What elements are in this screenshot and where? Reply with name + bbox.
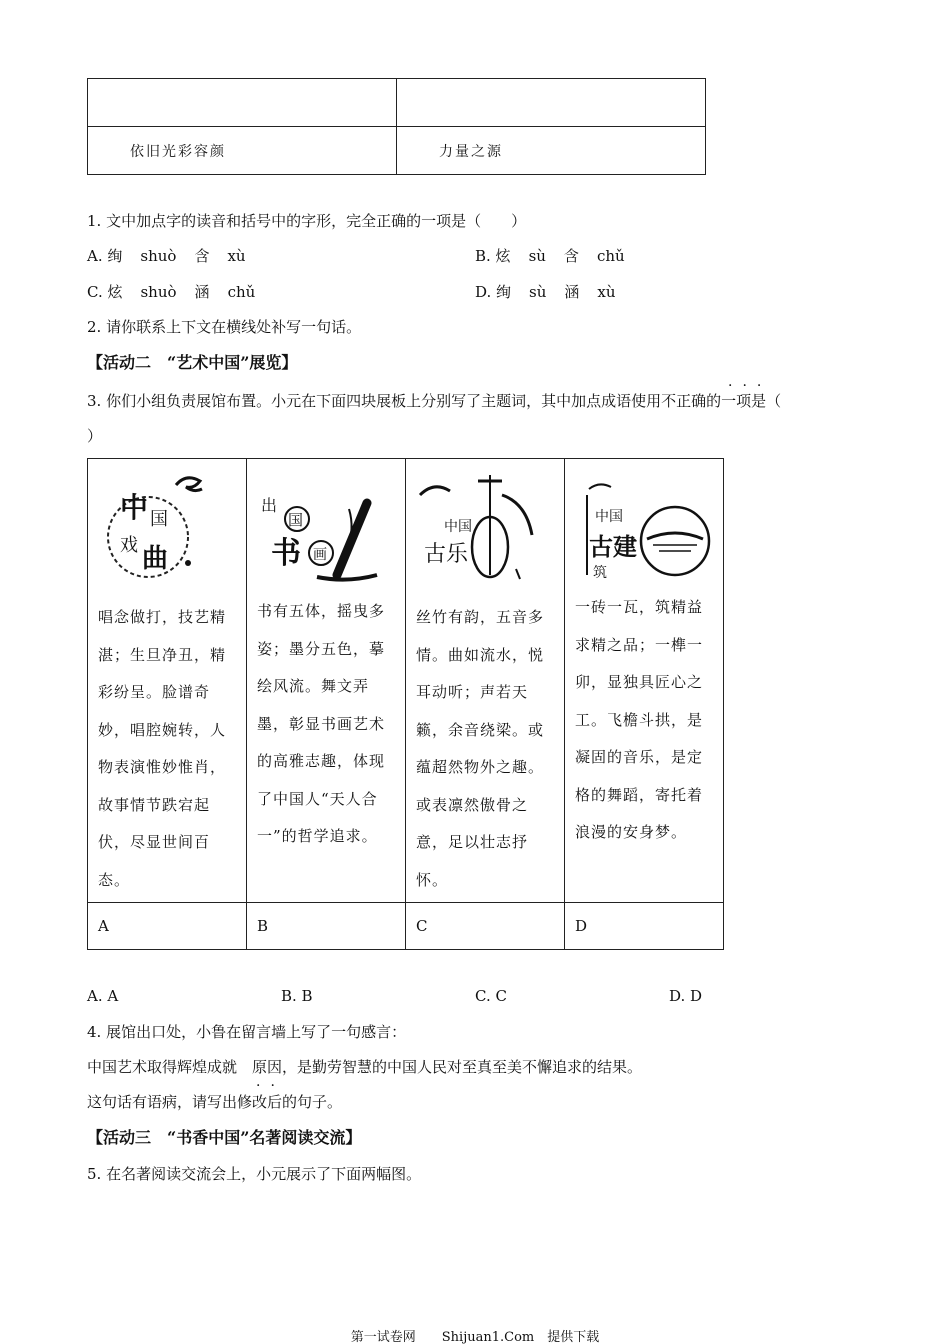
question-2-stem: 2. 请你联系上下文在横线处补写一句话。 xyxy=(87,318,362,336)
svg-text:出: 出 xyxy=(261,496,278,515)
svg-text:中国: 中国 xyxy=(595,509,623,525)
q1-option-b[interactable] xyxy=(475,245,643,267)
top-table-cell xyxy=(88,79,397,127)
emphasis-dots: ··· xyxy=(728,378,772,394)
svg-text:古建: 古建 xyxy=(589,532,637,561)
question-4-stem: 4. 展馆出口处，小鲁在留言墙上写了一句感言： xyxy=(87,1023,407,1041)
q3-option-c[interactable]: C. C xyxy=(475,987,507,1005)
question-3-stem xyxy=(87,390,781,412)
top-table-cell xyxy=(397,79,706,127)
q4-ask-b: 后的句子。 xyxy=(267,1093,343,1111)
q3-stem-dotted: 不正确 xyxy=(661,392,707,410)
q3-option-b[interactable]: B. B xyxy=(281,987,313,1005)
calligraphy-art-icon xyxy=(257,465,395,593)
panel-b-text: 书有五体，摇曳多姿；墨分五色，摹绘风流。舞文弄墨，彰显书画艺术的高雅志趣，体现了中国人“天人合一”的哲学追求。 xyxy=(257,602,386,845)
q4-sentence: 中国艺术取得辉煌成就 原因，是勤劳智慧的中国人民对至真至美不懈追求的结果。 xyxy=(87,1058,643,1076)
svg-text:曲: 曲 xyxy=(142,544,169,574)
q4-ask xyxy=(87,1091,342,1113)
top-table xyxy=(87,78,706,175)
svg-text:画: 画 xyxy=(313,547,327,563)
option-text: D. 绚 xyxy=(475,283,512,301)
option-text: 涵 xyxy=(194,283,210,301)
panel-label: C xyxy=(406,903,565,950)
q1-option-d[interactable] xyxy=(475,281,634,303)
panel-a xyxy=(88,459,247,903)
panel-d xyxy=(565,459,724,903)
top-table-cell: 依旧光彩容颜 xyxy=(88,127,397,175)
question-1-stem: 1. 文中加点字的读音和括号中的字形，完全正确的一项是（ ） xyxy=(87,212,527,230)
svg-text:古乐: 古乐 xyxy=(424,542,469,567)
panel-a-text: 唱念做打，技艺精湛；生旦净丑，精彩纷呈。脸谱奇妙，唱腔婉转，人物表演惟妙惟肖，故事情节跌宕起伏，尽显世间百态。 xyxy=(98,608,227,889)
opera-art-icon xyxy=(98,465,236,593)
panel-b-art xyxy=(257,465,395,593)
q3-stem-b: 的一项是（ xyxy=(706,392,782,410)
q4-ask-dotted: 修改 xyxy=(237,1093,268,1111)
q1-option-a[interactable] xyxy=(87,245,264,267)
question-5-stem: 5. 在名著阅读交流会上，小元展示了下面两幅图。 xyxy=(87,1165,422,1183)
panel-b xyxy=(247,459,406,903)
svg-text:戏: 戏 xyxy=(120,535,138,556)
option-text: xù xyxy=(597,283,616,301)
q3-stem-close: ） xyxy=(87,427,103,445)
option-text: chǔ xyxy=(596,247,625,265)
svg-text:中: 中 xyxy=(120,491,149,524)
panel-d-text: 一砖一瓦，筑精益求精之品；一榫一卯，显独具匠心之工。飞檐斗拱，是凝固的音乐，是定格的舞蹈，寄托着浪漫的安身梦。 xyxy=(575,598,704,841)
panel-label: B xyxy=(247,903,406,950)
top-table-cell: 力量之源 xyxy=(397,127,706,175)
svg-text:书: 书 xyxy=(271,536,301,571)
svg-text:国: 国 xyxy=(288,511,304,529)
activity-2-title: 【活动二 “艺术中国”展览】 xyxy=(87,353,298,372)
svg-text:中国: 中国 xyxy=(444,519,472,535)
option-text: shuò xyxy=(140,247,177,265)
panel-d-art xyxy=(575,465,713,593)
q3-stem-a: 3. 你们小组负责展馆布置。小元在下面四块展板上分别写了主题词，其中加点成语使用 xyxy=(87,392,662,410)
activity-3-title: 【活动三 “书香中国”名著阅读交流】 xyxy=(87,1128,362,1147)
panel-c-text: 丝竹有韵，五音多情。曲如流水，悦耳动听；声若天籁，余音绕梁。或蕴超然物外之趣。或表凛然傲骨之意，足以壮志抒怀。 xyxy=(416,608,545,889)
svg-text:国: 国 xyxy=(150,509,168,530)
option-text: xù xyxy=(227,247,246,265)
option-text: 含 xyxy=(563,247,579,265)
exhibit-table xyxy=(87,458,724,950)
option-text: shuò xyxy=(140,283,177,301)
pipa-art-icon xyxy=(416,465,554,593)
panel-a-art xyxy=(98,465,236,593)
option-text: sù xyxy=(529,283,547,301)
emphasis-dots: ·· xyxy=(256,1078,285,1094)
q3-option-a[interactable]: A. A xyxy=(87,987,119,1005)
option-text: 含 xyxy=(194,247,210,265)
option-text: C. 炫 xyxy=(87,283,123,301)
panel-label: A xyxy=(88,903,247,950)
option-text: sù xyxy=(528,247,546,265)
panel-c xyxy=(406,459,565,903)
page-footer: 第一试卷网 Shijuan1.Com 提供下载 xyxy=(350,1330,600,1344)
panel-label: D xyxy=(565,903,724,950)
q4-ask-a: 这句话有语病，请写出 xyxy=(87,1093,238,1111)
q3-option-d[interactable]: D. D xyxy=(669,987,703,1005)
option-text: B. 炫 xyxy=(475,247,511,265)
option-text: 涵 xyxy=(564,283,580,301)
option-text: A. 绚 xyxy=(87,247,123,265)
svg-text:筑: 筑 xyxy=(593,565,607,581)
option-text: chǔ xyxy=(227,283,256,301)
panel-c-art xyxy=(416,465,554,593)
q1-option-c[interactable] xyxy=(87,281,273,303)
architecture-art-icon xyxy=(575,465,713,593)
